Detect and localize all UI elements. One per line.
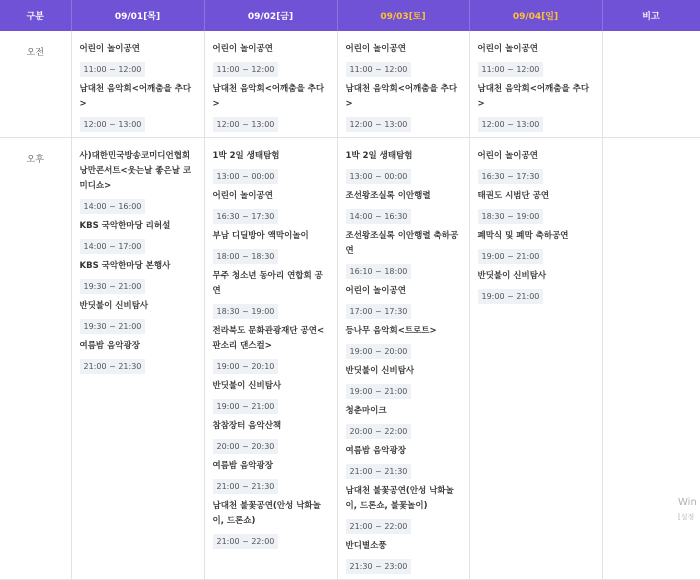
- remarks-cell: [602, 31, 700, 138]
- event-time: 13:00 ~ 00:00: [213, 169, 279, 184]
- event-time: 11:00 ~ 12:00: [478, 62, 544, 77]
- event-name: 어린이 놀이공연: [345, 286, 406, 296]
- event-name: 남대천 불꽃공연(안성 낙화놀이, 드론쇼): [212, 501, 321, 526]
- event-time: 16:30 ~ 17:30: [213, 209, 279, 224]
- event-item: [213, 149, 331, 184]
- row-label-cell: [0, 138, 71, 580]
- event-item: [478, 42, 596, 77]
- event-item: [346, 42, 463, 77]
- event-name: 조선왕조실록 이안행렬 축하공연: [345, 231, 459, 256]
- event-item: [346, 284, 463, 319]
- event-name: 전라북도 문화관광재단 공연<판소리 댄스컬>: [212, 326, 325, 351]
- event-name: 어린이 놀이공연: [212, 44, 273, 54]
- event-item: [346, 444, 463, 479]
- event-name: 남대천 음악회<어깨춤을 추다>: [79, 84, 192, 109]
- event-item: [80, 82, 198, 132]
- row-morning: [0, 31, 700, 138]
- event-name: KBS 국악한마당 리허설: [79, 221, 171, 231]
- header-remarks: [602, 0, 700, 31]
- event-item: [346, 539, 463, 574]
- event-time: 16:10 ~ 18:00: [346, 264, 412, 279]
- event-name: 조선왕조실록 이안행렬: [345, 191, 431, 201]
- day-cell: [337, 31, 469, 138]
- event-time: 14:00 ~ 17:00: [80, 239, 146, 254]
- event-name: 참참장터 음악산책: [212, 421, 282, 431]
- row-label-cell: [0, 31, 71, 138]
- event-item: [346, 324, 463, 359]
- event-item: [478, 229, 596, 264]
- event-item: [346, 189, 463, 224]
- event-time: 19:00 ~ 21:00: [478, 289, 544, 304]
- event-name: 청춘마이크: [345, 406, 387, 416]
- event-item: [213, 419, 331, 454]
- header-row: [0, 0, 700, 31]
- event-item: [346, 149, 463, 184]
- event-time: 12:00 ~ 13:00: [80, 117, 146, 132]
- row-afternoon: [0, 138, 700, 580]
- event-name: 반딧불이 신비탐사: [477, 271, 547, 281]
- event-item: [80, 149, 198, 214]
- event-item: [80, 219, 198, 254]
- event-time: 11:00 ~ 12:00: [346, 62, 412, 77]
- event-item: [346, 484, 463, 534]
- event-time: 19:30 ~ 21:00: [80, 319, 146, 334]
- event-name: 반딧불이 신비탐사: [79, 301, 149, 311]
- event-name: 반딧불이 신비탐사: [212, 381, 282, 391]
- event-item: [80, 339, 198, 374]
- day-cell: [469, 138, 602, 580]
- header-day-4: [469, 0, 602, 31]
- event-name: 어린이 놀이공연: [345, 44, 406, 54]
- header-day-1: [71, 0, 204, 31]
- event-time: 17:00 ~ 17:30: [346, 304, 412, 319]
- event-time: 19:30 ~ 21:00: [80, 279, 146, 294]
- event-item: [478, 149, 596, 184]
- event-time: 12:00 ~ 13:00: [213, 117, 279, 132]
- header-day-2: [204, 0, 337, 31]
- event-time: 18:30 ~ 19:00: [213, 304, 279, 319]
- event-time: 18:00 ~ 18:30: [213, 249, 279, 264]
- header-day-3: [337, 0, 469, 31]
- event-item: [346, 229, 463, 279]
- event-item: [346, 404, 463, 439]
- windows-activation-watermark: Win: [678, 497, 697, 508]
- event-name: 여름밤 음악광장: [79, 341, 140, 351]
- header-label: 09/03[토]: [380, 12, 426, 22]
- event-name: KBS 국악한마당 본행사: [79, 261, 171, 271]
- event-time: 21:00 ~ 21:30: [346, 464, 412, 479]
- day-cell: [337, 138, 469, 580]
- header-label: 09/01[목]: [114, 12, 161, 22]
- event-name: 무주 청소년 동아리 연합회 공연: [212, 271, 323, 296]
- event-time: 14:00 ~ 16:00: [80, 199, 146, 214]
- row-label: 오후: [26, 155, 44, 165]
- event-name: 남대천 음악회<어깨춤을 추다>: [345, 84, 458, 109]
- event-time: 19:00 ~ 20:10: [213, 359, 279, 374]
- event-time: 21:00 ~ 21:30: [80, 359, 146, 374]
- event-time: 19:00 ~ 20:00: [346, 344, 412, 359]
- event-name: 태권도 시범단 공연: [477, 191, 550, 201]
- event-item: [213, 459, 331, 494]
- event-name: 1박 2일 생태탐험: [212, 151, 280, 161]
- event-item: [213, 379, 331, 414]
- event-time: 21:00 ~ 21:30: [213, 479, 279, 494]
- event-time: 19:00 ~ 21:00: [478, 249, 544, 264]
- event-time: 21:00 ~ 22:00: [213, 534, 279, 549]
- header-label: 09/02[금]: [247, 12, 294, 22]
- event-name: 어린이 놀이공연: [477, 44, 538, 54]
- event-item: [80, 259, 198, 294]
- event-name: 반딧불이 신비탐사: [345, 366, 415, 376]
- day-cell: [204, 138, 337, 580]
- event-name: 어린이 놀이공연: [212, 191, 273, 201]
- event-item: [213, 229, 331, 264]
- event-name: 여름밤 음악광장: [212, 461, 273, 471]
- header-label: 비고: [642, 12, 660, 22]
- event-item: [213, 42, 331, 77]
- event-time: 19:00 ~ 21:00: [346, 384, 412, 399]
- event-item: [213, 82, 331, 132]
- event-name: 남대천 불꽃공연(안성 낙화놀이, 드론쇼, 불꽃놀이): [345, 486, 454, 511]
- event-time: 19:00 ~ 21:00: [213, 399, 279, 414]
- day-cell: [71, 138, 204, 580]
- event-name: 남대천 음악회<어깨춤을 추다>: [477, 84, 590, 109]
- event-time: 20:00 ~ 22:00: [346, 424, 412, 439]
- event-name: 사)대한민국방송코미디언협회 낭만콘서트<웃는날 좋은날 코미디쇼>: [79, 151, 192, 191]
- event-item: [346, 82, 463, 132]
- event-item: [478, 82, 596, 132]
- event-item: [80, 299, 198, 334]
- event-item: [213, 324, 331, 374]
- event-time: 11:00 ~ 12:00: [80, 62, 146, 77]
- event-item: [478, 189, 596, 224]
- row-label: 오전: [26, 48, 44, 58]
- event-name: 1박 2일 생태탐험: [345, 151, 413, 161]
- windows-activation-watermark-sub: [설정: [678, 513, 695, 521]
- event-item: [478, 269, 596, 304]
- event-name: 등나무 음악회<트로트>: [345, 326, 437, 336]
- day-cell: [469, 31, 602, 138]
- event-time: 16:30 ~ 17:30: [478, 169, 544, 184]
- header-category: [0, 0, 71, 31]
- event-time: 11:00 ~ 12:00: [213, 62, 279, 77]
- event-name: 폐막식 및 폐막 축하공연: [477, 231, 569, 241]
- event-time: 12:00 ~ 13:00: [478, 117, 544, 132]
- event-name: 여름밤 음악광장: [345, 446, 406, 456]
- event-time: 14:00 ~ 16:30: [346, 209, 412, 224]
- event-time: 13:00 ~ 00:00: [346, 169, 412, 184]
- header-label: 09/04[일]: [512, 12, 559, 22]
- event-name: 남대천 음악회<어깨춤을 추다>: [212, 84, 325, 109]
- event-item: [80, 42, 198, 77]
- event-name: 어린이 놀이공연: [79, 44, 140, 54]
- event-time: 21:30 ~ 23:00: [346, 559, 412, 574]
- event-name: 반디별소풍: [345, 541, 387, 551]
- event-time: 12:00 ~ 13:00: [346, 117, 412, 132]
- event-name: 부남 디딜방아 액막이놀이: [212, 231, 309, 241]
- day-cell: [71, 31, 204, 138]
- event-item: [213, 189, 331, 224]
- event-item: [213, 269, 331, 319]
- event-time: 18:30 ~ 19:00: [478, 209, 544, 224]
- event-name: 어린이 놀이공연: [477, 151, 538, 161]
- day-cell: [204, 31, 337, 138]
- event-time: 20:00 ~ 20:30: [213, 439, 279, 454]
- event-time: 21:00 ~ 22:00: [346, 519, 412, 534]
- header-label: 구분: [26, 12, 44, 22]
- event-item: [346, 364, 463, 399]
